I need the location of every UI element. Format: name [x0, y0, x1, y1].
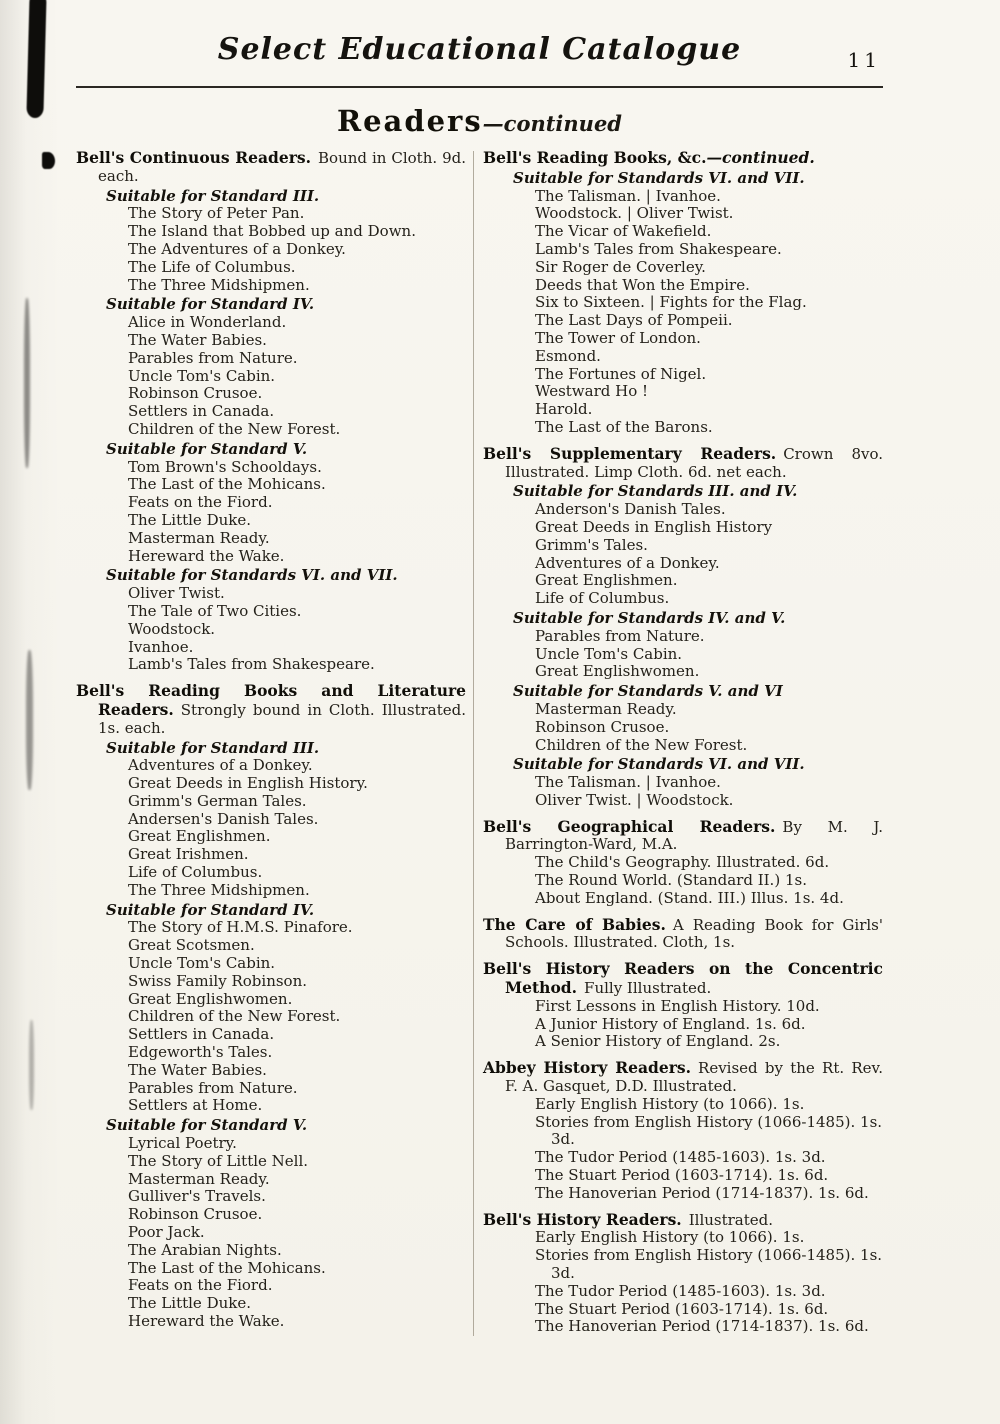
entry-description: Illustrated. — [688, 1210, 774, 1229]
entry-heading — [483, 1211, 883, 1230]
book-item: The Round World. (Standard II.) 1s. — [535, 871, 807, 890]
book-item: Oliver Twist. | Woodstock. — [535, 790, 734, 809]
section-title-continued: —continued — [482, 111, 622, 136]
book-item: Lamb's Tales from Shakespeare. — [535, 239, 782, 258]
book-item: The Story of Peter Pan. — [128, 204, 305, 223]
book-item: A Senior History of England. 2s. — [535, 1032, 781, 1051]
book-item: The Tudor Period (1485-1603). 1s. 3d. — [535, 1148, 826, 1167]
book-item: Hereward the Wake. — [128, 1312, 285, 1330]
book-item: Great Deeds in English History. — [128, 774, 368, 793]
catalogue-entry — [483, 916, 883, 953]
book-item: Westward Ho ! — [535, 382, 649, 401]
entry-title: Bell's History Readers on the Concentric Method. — [483, 959, 883, 998]
book-item: Settlers at Home. — [128, 1096, 263, 1115]
standard-subheading: Suitable for Standards VI. and VII. — [513, 168, 805, 187]
book-item: The Tudor Period (1485-1603). 1s. 3d. — [535, 1281, 826, 1300]
book-item: Lyrical Poetry. — [128, 1134, 237, 1153]
book-item: A Junior History of England. 1s. 6d. — [535, 1014, 806, 1033]
book-item: The Island that Bobbed up and Down. — [128, 222, 416, 241]
book-item: Children of the New Forest. — [128, 419, 341, 438]
book-item: The Three Midshipmen. — [128, 880, 310, 899]
entry-title: Bell's Reading Books and Literature Readers. — [76, 681, 466, 719]
book-item: Swiss Family Robinson. — [128, 971, 308, 990]
book-item: Masterman Ready. — [128, 1169, 270, 1188]
section-title — [76, 103, 883, 141]
book-item: Robinson Crusoe. — [535, 717, 670, 736]
book-item: Great Scotsmen. — [128, 936, 255, 955]
book-item: Uncle Tom's Cabin. — [128, 954, 276, 973]
entry-heading — [483, 960, 883, 998]
book-item: The Talisman. | Ivanhoe. — [535, 186, 721, 205]
book-item: Great Englishmen. — [535, 571, 678, 590]
book-item: Settlers in Canada. — [128, 402, 275, 421]
book-item: Settlers in Canada. — [128, 1025, 275, 1044]
book-item: Robinson Crusoe. — [128, 1205, 263, 1224]
entry-description: By M. J. Barrington-Ward, M.A. — [505, 817, 883, 854]
standard-subheading: Suitable for Standards III. and IV. — [513, 482, 798, 501]
book-item: Masterman Ready. — [128, 528, 270, 547]
standard-subheading: Suitable for Standard IV. — [106, 295, 315, 314]
standard-subheading: Suitable for Standards VI. and VII. — [513, 755, 805, 774]
scan-artifact — [26, 650, 33, 790]
book-item: The Talisman. | Ivanhoe. — [535, 773, 721, 792]
book-item: Grimm's German Tales. — [128, 791, 307, 810]
book-item: The Story of Little Nell. — [128, 1151, 309, 1170]
entry-heading — [76, 682, 466, 737]
book-item: Tom Brown's Schooldays. — [128, 457, 322, 476]
book-item: The Vicar of Wakefield. — [535, 222, 712, 241]
book-item: Hereward the Wake. — [128, 546, 285, 565]
book-item: The Water Babies. — [128, 330, 267, 349]
book-item: Anderson's Danish Tales. — [535, 500, 726, 519]
book-item: Six to Sixteen. | Fights for the Flag. — [535, 293, 807, 312]
catalogue-entry — [483, 445, 883, 810]
book-item: The Stuart Period (1603-1714). 1s. 6d. — [535, 1166, 829, 1185]
entry-heading — [483, 149, 883, 168]
book-item: Life of Columbus. — [128, 863, 263, 882]
catalogue-entry — [76, 682, 466, 1331]
book-item: Stories from English History (1066-1485). 1s. 3d. — [535, 1112, 883, 1149]
page-header — [76, 32, 883, 82]
entry-description: Fully Illustrated. — [584, 979, 712, 998]
book-item: Great Englishwomen. — [128, 989, 293, 1008]
entry-description: A Reading Book for Girls' Schools. Illustrated. Cloth, 1s. — [505, 915, 883, 952]
page-number: 11 — [847, 48, 881, 72]
catalogue-entry — [483, 1211, 883, 1337]
standard-subheading: Suitable for Standard III. — [106, 738, 320, 757]
book-item: The Little Duke. — [128, 510, 251, 529]
book-item: Woodstock. — [128, 619, 216, 638]
book-item: Great Englishmen. — [128, 827, 271, 846]
book-item: Early English History (to 1066). 1s. — [535, 1228, 805, 1247]
catalogue-entry — [483, 1059, 883, 1202]
book-item: Parables from Nature. — [128, 1078, 298, 1097]
book-item: Great Deeds in English History — [535, 517, 773, 536]
book-item: The Three Midshipmen. — [128, 275, 310, 294]
entry-description: Revised by the Rt. Rev. F. A. Gasquet, D.D. Illustrated. — [505, 1059, 883, 1096]
book-item: The Hanoverian Period (1714-1837). 1s. 6d. — [535, 1317, 869, 1336]
entry-title: Bell's Supplementary Readers. — [483, 443, 777, 463]
book-item: The Life of Columbus. — [128, 257, 296, 276]
book-item: Children of the New Forest. — [535, 735, 748, 754]
catalogue-entry — [483, 818, 883, 908]
book-item: Sir Roger de Coverley. — [535, 257, 706, 276]
book-item: Life of Columbus. — [535, 589, 670, 608]
book-item: First Lessons in English History. 10d. — [535, 996, 820, 1015]
book-item: Alice in Wonderland. — [128, 313, 287, 332]
book-item: The Water Babies. — [128, 1060, 267, 1079]
entry-title: Bell's Continuous Readers. — [76, 148, 312, 167]
entry-title: Abbey History Readers. — [483, 1058, 692, 1078]
header-rule — [76, 86, 883, 88]
book-item: The Arabian Nights. — [128, 1240, 282, 1259]
book-item: The Tale of Two Cities. — [128, 601, 302, 620]
book-item: The Last of the Barons. — [535, 417, 713, 436]
book-item: Great Irishmen. — [128, 845, 249, 864]
book-item: Grimm's Tales. — [535, 535, 648, 554]
scan-artifact — [42, 152, 55, 169]
scan-artifact — [29, 1020, 34, 1110]
book-item: Children of the New Forest. — [128, 1007, 341, 1026]
book-item: Robinson Crusoe. — [128, 384, 263, 403]
standard-subheading: Suitable for Standard IV. — [106, 900, 315, 919]
left-column — [76, 149, 466, 1336]
book-item: Feats on the Fiord. — [128, 493, 273, 512]
book-item: The Story of H.M.S. Pinafore. — [128, 918, 353, 937]
book-item: Uncle Tom's Cabin. — [128, 366, 276, 385]
book-item: Woodstock. | Oliver Twist. — [535, 204, 734, 223]
book-item: Parables from Nature. — [128, 348, 298, 367]
catalogue-entry — [483, 149, 883, 437]
book-item: Ivanhoe. — [128, 637, 194, 656]
book-item: Esmond. — [535, 346, 601, 365]
book-item: Early English History (to 1066). 1s. — [535, 1094, 805, 1113]
book-item: The Last Days of Pompeii. — [535, 311, 733, 330]
book-item: The Little Duke. — [128, 1294, 251, 1313]
scan-artifact — [24, 298, 30, 468]
book-item: The Last of the Mohicans. — [128, 475, 326, 494]
book-item: The Last of the Mohicans. — [128, 1258, 326, 1277]
entry-heading — [483, 445, 883, 482]
book-item: The Child's Geography. Illustrated. 6d. — [535, 853, 830, 872]
entry-heading — [483, 818, 883, 855]
book-item: Feats on the Fiord. — [128, 1276, 273, 1295]
book-item: Adventures of a Donkey. — [535, 553, 720, 572]
book-item: Stories from English History (1066-1485). 1s. 3d. — [535, 1246, 883, 1283]
scan-artifact — [26, 0, 46, 118]
book-item: The Tower of London. — [535, 328, 701, 347]
standard-subheading: Suitable for Standard V. — [106, 1116, 308, 1135]
entry-title-continued: —continued. — [706, 148, 815, 167]
book-item: Oliver Twist. — [128, 584, 225, 603]
book-item: Uncle Tom's Cabin. — [535, 644, 683, 663]
book-item: Edgeworth's Tales. — [128, 1043, 273, 1062]
book-item: The Adventures of a Donkey. — [128, 239, 346, 258]
standard-subheading: Suitable for Standard V. — [106, 439, 308, 458]
entry-heading — [76, 149, 466, 186]
book-item: The Fortunes of Nigel. — [535, 364, 707, 383]
catalogue-entry — [76, 149, 466, 674]
book-item: Andersen's Danish Tales. — [128, 809, 319, 828]
catalogue-entry — [483, 960, 883, 1051]
book-item: Lamb's Tales from Shakespeare. — [128, 655, 375, 674]
book-item: About England. (Stand. III.) Illus. 1s. 4d. — [535, 888, 844, 907]
book-item: Great Englishwomen. — [535, 662, 700, 681]
entry-description: Strongly bound in Cloth. Illustrated. 1s. each. — [98, 700, 466, 737]
book-item: The Stuart Period (1603-1714). 1s. 6d. — [535, 1299, 829, 1318]
entry-title: Bell's Reading Books, &c. — [483, 148, 707, 167]
book-item: Poor Jack. — [128, 1223, 205, 1242]
book-item: The Hanoverian Period (1714-1837). 1s. 6d. — [535, 1183, 869, 1202]
entry-description: Bound in Cloth. 9d. each. — [98, 149, 466, 185]
two-column-layout — [76, 149, 883, 1336]
right-column — [483, 149, 883, 1336]
entry-title: Bell's History Readers. — [483, 1209, 682, 1229]
book-item: Parables from Nature. — [535, 626, 705, 645]
book-item: Masterman Ready. — [535, 699, 677, 718]
entry-description: Crown 8vo. Illustrated. Limp Cloth. 6d. net each. — [505, 444, 883, 481]
column-divider — [473, 151, 474, 1336]
book-item: Deeds that Won the Empire. — [535, 275, 750, 294]
entry-heading — [483, 1059, 883, 1096]
book-item: Adventures of a Donkey. — [128, 756, 313, 775]
standard-subheading: Suitable for Standards VI. and VII. — [106, 566, 398, 585]
book-item: Gulliver's Travels. — [128, 1187, 266, 1206]
catalogue-title: Select Educational Catalogue — [217, 32, 742, 67]
standard-subheading: Suitable for Standard III. — [106, 186, 320, 205]
section-title-text: Readers — [336, 104, 483, 138]
book-item: Harold. — [535, 400, 593, 419]
entry-heading — [483, 916, 883, 953]
entry-title: Bell's Geographical Readers. — [483, 816, 776, 836]
standard-subheading: Suitable for Standards V. and VI — [513, 682, 783, 701]
entry-title: The Care of Babies. — [483, 914, 666, 934]
standard-subheading: Suitable for Standards IV. and V. — [513, 608, 786, 627]
